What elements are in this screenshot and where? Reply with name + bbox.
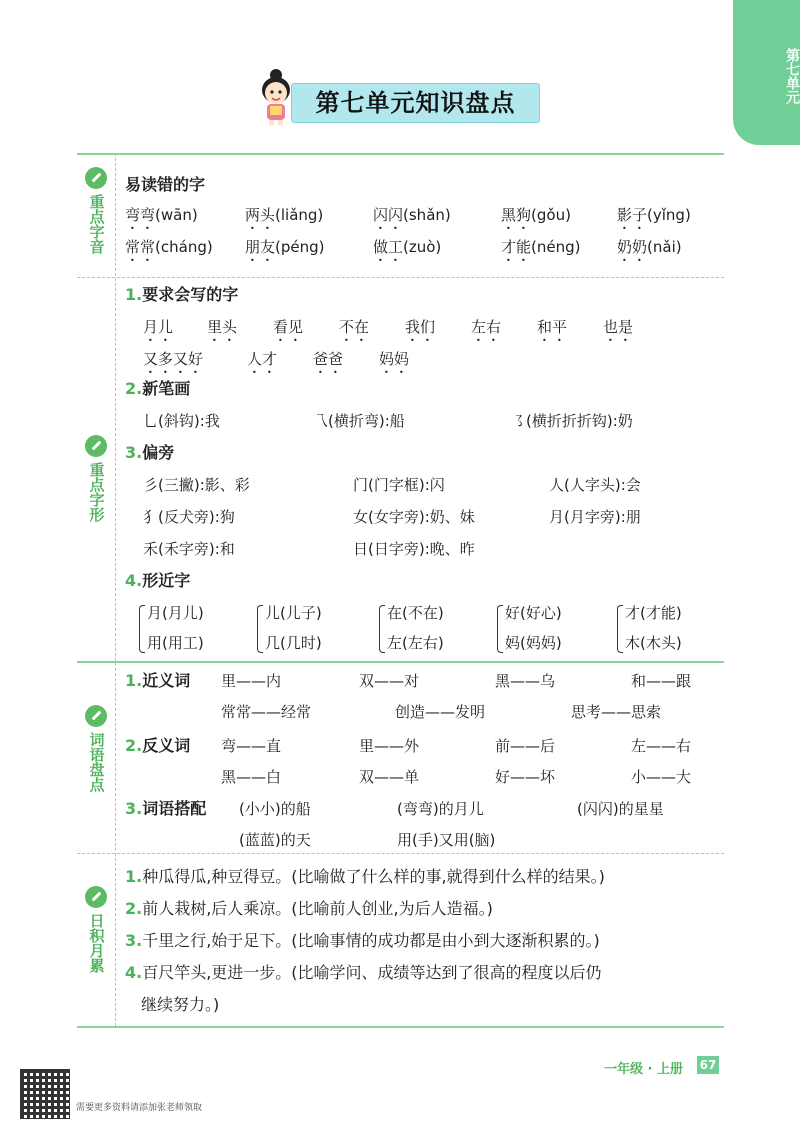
- section-header-accumulation: 日积月累: [81, 886, 111, 973]
- section-divider: [77, 661, 724, 663]
- char-item: 左右: [471, 318, 502, 336]
- synonym-item: 常常——经常: [221, 703, 312, 721]
- pinyin-item: 弯弯(wān): [125, 206, 198, 224]
- similar-char-item: 左(左右): [387, 634, 444, 652]
- brace: [139, 605, 145, 653]
- radical-item: 门(门字框):闪: [353, 476, 445, 494]
- stroke-item: 乚(斜钩):我: [143, 412, 220, 430]
- synonym-item: 双——对: [359, 672, 420, 690]
- char-item: 又多又好: [143, 350, 204, 368]
- section-header-vocabulary: 词语盘点: [81, 705, 111, 792]
- similar-char-item: 几(几时): [265, 634, 322, 652]
- brace: [617, 605, 623, 653]
- pencil-icon: [85, 435, 107, 457]
- idiom-line: 1.种瓜得瓜,种豆得豆。(比喻做了什么样的事,就得到什么样的结果。): [125, 867, 605, 886]
- footer-grade: 一年级 · 上册: [604, 1062, 683, 1077]
- pinyin-item: 朋友(péng): [245, 238, 325, 256]
- char-item: 月儿: [143, 318, 174, 336]
- radical-item: 日(日字旁):晚、昨: [353, 540, 475, 558]
- synonym-item: 里——内: [221, 672, 282, 690]
- pinyin-item: 奶奶(nǎi): [617, 238, 682, 256]
- char-item: 爸爸: [313, 350, 344, 368]
- heading-radicals: 3.偏旁: [125, 443, 175, 462]
- char-item: 妈妈: [379, 350, 410, 368]
- brace: [497, 605, 503, 653]
- idiom-line: 3.千里之行,始于足下。(比喻事情的成功都是由小到大逐渐积累的。): [125, 931, 600, 950]
- char-item: 不在: [339, 318, 370, 336]
- antonym-item: 好——坏: [495, 768, 556, 786]
- radical-item: 彡(三撇):影、彩: [143, 476, 250, 494]
- column-divider: [115, 153, 116, 1026]
- antonym-item: 小——大: [631, 768, 692, 786]
- pencil-icon: [85, 886, 107, 908]
- collocation-item: (弯弯)的月儿: [397, 800, 484, 818]
- pinyin-item: 黑狗(gǒu): [501, 206, 571, 224]
- collocation-item: (蓝蓝)的天: [239, 831, 311, 849]
- similar-char-item: 才(才能): [625, 604, 682, 622]
- stroke-item: 乁(横折弯):船: [313, 412, 405, 430]
- synonym-item: 思考——思索: [571, 703, 662, 721]
- section-header-pronunciation: 重点字音: [81, 167, 111, 254]
- pinyin-item: 影子(yǐng): [617, 206, 691, 224]
- idiom-line: 2.前人栽树,后人乘凉。(比喻前人创业,为后人造福。): [125, 899, 493, 918]
- similar-char-item: 妈(妈妈): [505, 634, 562, 652]
- char-item: 看见: [273, 318, 304, 336]
- idiom-line: 4.百尺竿头,更进一步。(比喻学问、成绩等达到了很高的程度以后仍: [125, 963, 602, 982]
- antonym-item: 黑——白: [221, 768, 282, 786]
- char-item: 人才: [247, 350, 278, 368]
- heading-antonyms: 2.反义词: [125, 736, 191, 755]
- radical-item: 禾(禾字旁):和: [143, 540, 235, 558]
- table-border-top: [77, 153, 724, 155]
- similar-char-item: 好(好心): [505, 604, 562, 622]
- table-border-bottom: [77, 1026, 724, 1028]
- unit-side-tab: [733, 0, 800, 145]
- stroke-item: ㇌(横折折折钩):奶: [511, 412, 633, 430]
- heading-similar-chars: 4.形近字: [125, 571, 191, 590]
- pinyin-item: 做工(zuò): [373, 238, 442, 256]
- char-item: 里头: [207, 318, 238, 336]
- antonym-item: 弯——直: [221, 737, 282, 755]
- section-divider: [77, 277, 724, 278]
- heading-synonyms: 1.近义词: [125, 671, 191, 690]
- pinyin-item: 常常(cháng): [125, 238, 213, 256]
- heading-write-chars: 1.要求会写的字: [125, 285, 239, 304]
- qr-code-icon: [20, 1069, 70, 1119]
- similar-char-item: 木(木头): [625, 634, 682, 652]
- similar-char-item: 用(用工): [147, 634, 204, 652]
- antonym-item: 前——后: [495, 737, 556, 755]
- idiom-line-continuation: 继续努力。): [141, 995, 220, 1014]
- pencil-icon: [85, 705, 107, 727]
- synonym-item: 和——跟: [631, 672, 692, 690]
- page-title-box: [291, 83, 540, 123]
- footer-note: 需要更多资料请添加张老师领取: [76, 1103, 203, 1113]
- radical-item: 女(女字旁):奶、妹: [353, 508, 475, 526]
- radical-item: 月(月字旁):朋: [549, 508, 641, 526]
- antonym-item: 左——右: [631, 737, 692, 755]
- page-title: 第七单元知识盘点: [315, 89, 516, 117]
- girl-mascot-icon: [256, 68, 296, 126]
- subtitle-misread-chars: 易读错的字: [125, 175, 206, 194]
- pinyin-item: 闪闪(shǎn): [373, 206, 451, 224]
- knowledge-table: [77, 153, 724, 1026]
- radical-item: 犭(反犬旁):狗: [143, 508, 235, 526]
- section-header-glyphs: 重点字形: [81, 435, 111, 522]
- char-item: 和平: [537, 318, 568, 336]
- pinyin-item: 两头(liǎng): [245, 206, 324, 224]
- antonym-item: 里——外: [359, 737, 420, 755]
- antonym-item: 双——单: [359, 768, 420, 786]
- synonym-item: 创造——发明: [395, 703, 486, 721]
- similar-char-item: 在(不在): [387, 604, 444, 622]
- collocation-item: (闪闪)的星星: [577, 800, 664, 818]
- pinyin-item: 才能(néng): [501, 238, 581, 256]
- section-divider: [77, 853, 724, 854]
- brace: [379, 605, 385, 653]
- synonym-item: 黑——乌: [495, 672, 556, 690]
- radical-item: 人(人字头):会: [549, 476, 641, 494]
- pencil-icon: [85, 167, 107, 189]
- heading-collocations: 3.词语搭配: [125, 799, 207, 818]
- similar-char-item: 月(月儿): [147, 604, 204, 622]
- char-item: 我们: [405, 318, 436, 336]
- collocation-item: 用(手)又用(脑): [397, 831, 496, 849]
- page-number: 67: [697, 1056, 719, 1074]
- brace: [257, 605, 263, 653]
- heading-new-strokes: 2.新笔画: [125, 379, 191, 398]
- similar-char-item: 儿(儿子): [265, 604, 322, 622]
- collocation-item: (小小)的船: [239, 800, 311, 818]
- char-item: 也是: [603, 318, 634, 336]
- unit-side-tab-label: 第七单元: [784, 48, 800, 104]
